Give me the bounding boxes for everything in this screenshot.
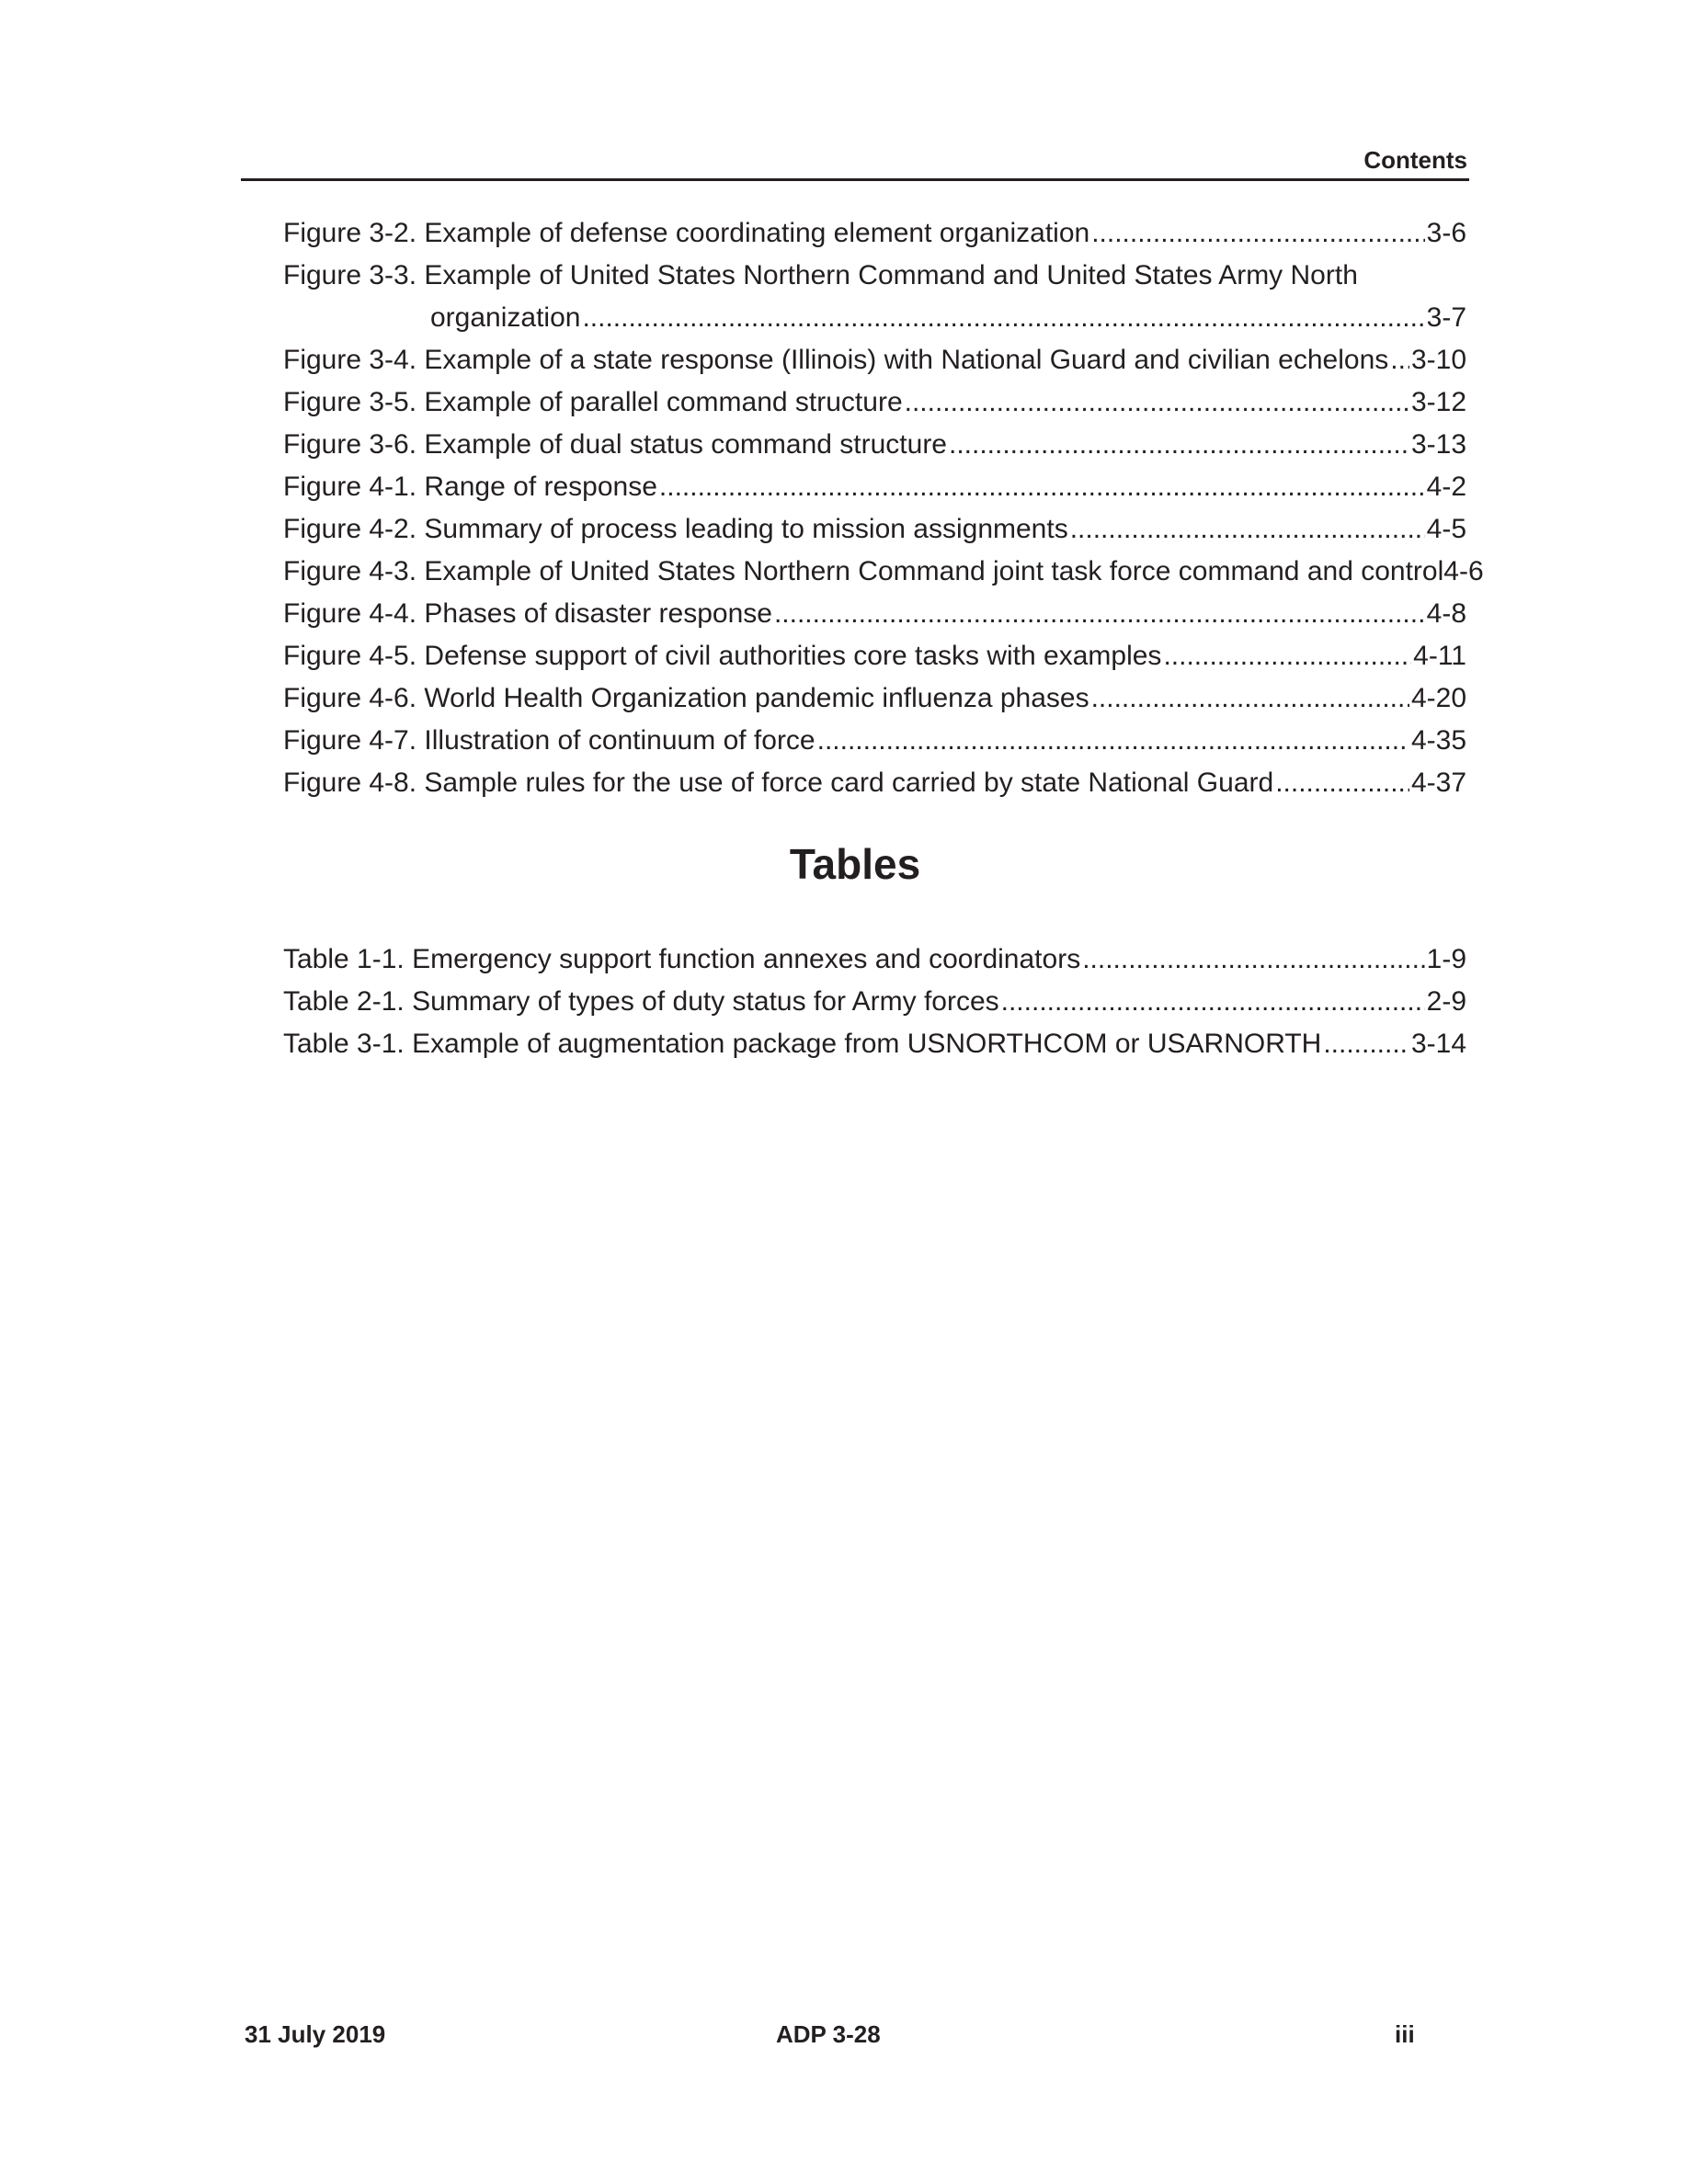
toc-leader [1082,938,1424,981]
toc-entry-page: 1-9 [1426,944,1466,974]
toc-entry[interactable] [283,551,1484,593]
toc-leader [1275,762,1409,804]
toc-leader [582,297,1424,339]
toc-entry-page: 3-12 [1410,387,1466,417]
toc-leader [1001,981,1425,1023]
toc-entry-label: Table 1-1. Emergency support function annexes and coordinators [283,944,1081,974]
toc-leader [817,720,1409,762]
toc-entry[interactable] [283,635,1466,677]
toc-entry-page: 3-6 [1426,218,1466,248]
toc-leader [905,381,1409,424]
toc-entry-label: Figure 4-1. Range of response [283,472,657,502]
toc-leader [1163,635,1411,677]
toc-entry-page: 3-14 [1410,1029,1466,1059]
page-header [241,147,1469,181]
toc-entry-page: 4-35 [1410,725,1466,756]
footer-page-number: iii [1395,2020,1415,2048]
toc-entry-label: Figure 4-7. Illustration of continuum of force [283,725,815,756]
footer-date: 31 July 2019 [245,2020,386,2048]
toc-entry[interactable] [283,720,1466,762]
toc-entry-label: Figure 4-2. Summary of process leading to mission assignments [283,514,1068,544]
toc-entry[interactable] [283,339,1466,381]
toc-entry-continuation-line [283,297,1466,339]
toc-entry-label: Figure 4-6. World Health Organization pandemic influenza phases [283,683,1089,713]
toc-entry-label: Figure 3-5. Example of parallel command structure [283,387,903,417]
tables-list [283,938,1466,1065]
toc-leader [1323,1023,1409,1065]
footer-publication: ADP 3-28 [776,2020,881,2048]
toc-entry-page: 3-10 [1410,345,1466,375]
toc-leader [949,424,1409,466]
toc-entry-label: Figure 4-4. Phases of disaster response [283,598,772,629]
toc-leader [1091,212,1424,255]
toc-entry-label: Figure 4-3. Example of United States Northern Command joint task force command and control [283,556,1444,586]
toc-entry[interactable] [283,938,1466,981]
tables-heading: Tables [789,840,921,888]
toc-entry[interactable] [283,212,1466,255]
toc-entry-label: Figure 3-3. Example of United States Northern Command and United States Army North [283,260,1358,290]
toc-entry-page: 4-37 [1410,768,1466,798]
toc-leader [1091,677,1409,720]
toc-entry[interactable] [283,381,1466,424]
toc-entry-label: Figure 3-6. Example of dual status command structure [283,429,947,460]
toc-entry-page: 2-9 [1426,986,1466,1017]
toc-entry[interactable] [283,466,1466,508]
header-title: Contents [1363,146,1467,174]
toc-entry-label: Figure 4-5. Defense support of civil authorities core tasks with examples [283,641,1162,671]
toc-entry[interactable] [283,762,1466,804]
toc-entry-label: Figure 4-8. Sample rules for the use of force card carried by state National Guard [283,768,1274,798]
toc-entry-page: 4-2 [1426,472,1466,502]
toc-entry-page: 4-8 [1426,598,1466,629]
toc-leader [774,593,1425,635]
toc-entry[interactable] [283,508,1466,551]
toc-leader [1070,508,1425,551]
toc-entry[interactable] [283,593,1466,635]
toc-entry[interactable] [283,255,1466,339]
toc-entry[interactable] [283,1023,1466,1065]
toc-entry-label: Table 2-1. Summary of types of duty status for Army forces [283,986,999,1017]
figures-list [283,212,1484,804]
toc-entry-continuation: organization [430,302,581,333]
toc-entry-page: 3-13 [1410,429,1466,460]
toc-entry[interactable] [283,424,1466,466]
toc-entry-page: 3-7 [1426,302,1466,333]
toc-entry-page: 4-6 [1443,556,1484,586]
toc-entry-label: Figure 3-4. Example of a state response (Illinois) with National Guard and civilian echelons [283,345,1389,375]
toc-leader [659,466,1425,508]
toc-entry-page: 4-5 [1426,514,1466,544]
toc-entry[interactable] [283,677,1466,720]
toc-leader [1390,339,1409,381]
toc-entry-label: Table 3-1. Example of augmentation package from USNORTHCOM or USARNORTH [283,1029,1322,1059]
toc-entry[interactable] [283,981,1466,1023]
toc-entry-page: 4-20 [1410,683,1466,713]
toc-entry-label: Figure 3-2. Example of defense coordinating element organization [283,218,1090,248]
toc-entry-page: 4-11 [1413,641,1466,671]
